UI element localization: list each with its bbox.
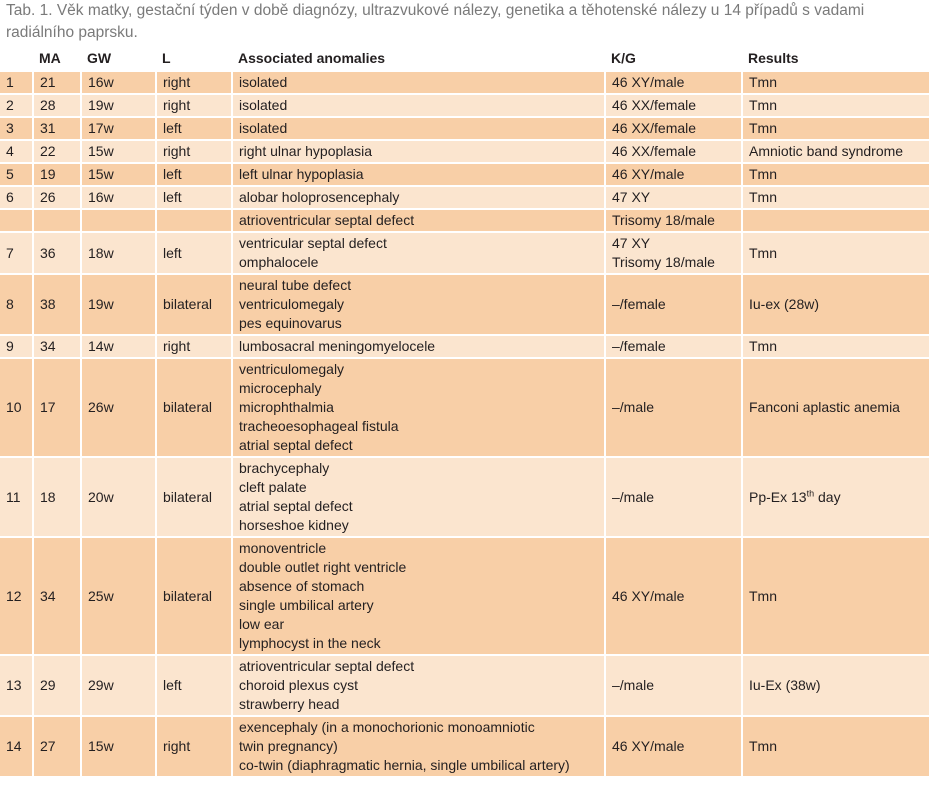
cell-ma: 26 (33, 186, 81, 209)
cell-ma: 18 (33, 457, 81, 537)
cell-case-number: 4 (0, 140, 33, 163)
cell-results-text: Tmn (749, 97, 777, 113)
cell-case-number (0, 209, 33, 232)
cell-results (742, 655, 929, 716)
cell-ma: 22 (33, 140, 81, 163)
cell-associated-anomalies-line: co-twin (diaphragmatic hernia, single umbilical artery) (239, 757, 570, 773)
cell-associated-anomalies-line: right ulnar hypoplasia (239, 143, 373, 159)
table-row (0, 335, 929, 358)
header-row (0, 46, 929, 71)
cell-results-text: Tmn (749, 587, 777, 604)
cell-associated-anomalies-line: left ulnar hypoplasia (239, 166, 364, 182)
cell-associated-anomalies-line: lumbosacral meningomyelocele (239, 338, 436, 354)
cell-associated-anomalies-line: isolated (239, 120, 288, 136)
cell-kg (605, 335, 742, 358)
cell-associated-anomalies (232, 163, 605, 186)
header-ma: MA (33, 46, 81, 71)
cell-gw: 19w (81, 94, 156, 117)
cell-kg (605, 457, 742, 537)
cell-associated-anomalies-line: isolated (239, 97, 288, 113)
header-l: L (156, 46, 232, 71)
cell-associated-anomalies (232, 358, 605, 457)
cell-kg-line: 46 XX/female (612, 120, 697, 136)
table-row (0, 71, 929, 94)
cell-associated-anomalies-line: isolated (239, 74, 288, 90)
cell-results-text: Iu-Ex (38w) (749, 677, 821, 693)
cell-results-superscript: th (806, 487, 815, 498)
table-body (0, 71, 929, 776)
cell-results (742, 94, 929, 117)
cell-associated-anomalies-line: brachycephaly (239, 460, 330, 476)
cell-ma: 28 (33, 94, 81, 117)
table-row (0, 232, 929, 274)
cell-associated-anomalies-line: microphthalmia (239, 399, 334, 415)
cell-associated-anomalies-line: ventricular septal defect (239, 235, 387, 251)
table-row (0, 117, 929, 140)
cell-kg (605, 537, 742, 655)
cell-gw: 15w (81, 163, 156, 186)
cell-l: bilateral (156, 274, 232, 335)
header-gw: GW (81, 46, 156, 71)
cell-kg (605, 209, 742, 232)
cell-results (742, 274, 929, 335)
cell-case-number: 11 (0, 457, 33, 537)
cell-results (742, 232, 929, 274)
cell-associated-anomalies-line: tracheoesophageal fistula (239, 418, 399, 434)
cell-kg (605, 94, 742, 117)
table-row (0, 358, 929, 457)
cell-ma: 21 (33, 71, 81, 94)
cell-associated-anomalies (232, 655, 605, 716)
cell-kg-line: 46 XX/female (612, 143, 697, 159)
cell-ma: 19 (33, 163, 81, 186)
cell-ma: 29 (33, 655, 81, 716)
header-associated-anomalies: Associated anomalies (232, 46, 605, 71)
table-row (0, 537, 929, 655)
cell-case-number: 12 (0, 537, 33, 655)
header-results: Results (742, 46, 929, 71)
cell-kg (605, 232, 742, 274)
cell-associated-anomalies-line: twin pregnancy) (239, 738, 338, 754)
cell-kg-line: 47 XY (612, 235, 651, 251)
cell-l: left (156, 186, 232, 209)
cell-kg-line: –/female (612, 296, 666, 312)
table-row (0, 274, 929, 335)
cell-associated-anomalies-line: ventriculomegaly (239, 296, 345, 312)
cell-associated-anomalies (232, 335, 605, 358)
cell-results-text: Tmn (749, 166, 777, 182)
cell-l: right (156, 71, 232, 94)
cell-case-number: 3 (0, 117, 33, 140)
cell-gw: 18w (81, 232, 156, 274)
cell-kg (605, 163, 742, 186)
cell-kg (605, 186, 742, 209)
cell-kg-line: –/male (612, 399, 655, 415)
cell-associated-anomalies-line: horseshoe kidney (239, 517, 349, 533)
cell-l: bilateral (156, 457, 232, 537)
table-row (0, 457, 929, 537)
cell-gw: 16w (81, 71, 156, 94)
table-caption: Tab. 1. Věk matky, gestační týden v době diagnózy, ultrazvukové nálezy, genetika a těhotenské nálezy u 14 případů s vadami radiálního paprsku. (6, 2, 865, 41)
cell-case-number: 5 (0, 163, 33, 186)
cell-case-number: 13 (0, 655, 33, 716)
cell-case-number: 2 (0, 94, 33, 117)
table-row (0, 140, 929, 163)
cell-results-tail: day (814, 488, 841, 505)
cell-associated-anomalies-line: monoventricle (239, 540, 327, 556)
cell-results (742, 140, 929, 163)
cell-kg (605, 117, 742, 140)
cell-kg-line: 46 XY/male (612, 74, 685, 90)
cell-kg-line: Trisomy 18/male (612, 212, 715, 228)
cell-results (742, 716, 929, 776)
cell-kg (605, 71, 742, 94)
cell-results-text: Iu-ex (28w) (749, 296, 820, 312)
cell-gw: 25w (81, 537, 156, 655)
cell-associated-anomalies-line: atrioventricular septal defect (239, 212, 415, 228)
cell-associated-anomalies-line: lymphocyst in the neck (239, 635, 381, 651)
cell-gw: 19w (81, 274, 156, 335)
cell-l: bilateral (156, 537, 232, 655)
cell-results-text: Tmn (749, 74, 777, 90)
cell-results (742, 335, 929, 358)
cell-kg-line: 46 XX/female (612, 97, 697, 113)
cell-associated-anomalies-line: low ear (239, 616, 285, 632)
cell-gw: 17w (81, 117, 156, 140)
cell-gw: 15w (81, 716, 156, 776)
cell-associated-anomalies-line: absence of stomach (239, 578, 365, 594)
cell-results-text: Tmn (749, 189, 777, 205)
cell-l: left (156, 163, 232, 186)
cell-ma: 17 (33, 358, 81, 457)
cell-associated-anomalies-line: double outlet right ventricle (239, 559, 407, 575)
cell-associated-anomalies-line: atrial septal defect (239, 437, 353, 453)
cell-results (742, 209, 929, 232)
cell-associated-anomalies (232, 186, 605, 209)
cell-l: right (156, 140, 232, 163)
cell-associated-anomalies (232, 71, 605, 94)
table-row (0, 163, 929, 186)
cell-associated-anomalies (232, 209, 605, 232)
cell-results-text: Pp-Ex 13 (749, 488, 807, 505)
cell-kg (605, 716, 742, 776)
table-row (0, 186, 929, 209)
cell-associated-anomalies-line: choroid plexus cyst (239, 677, 359, 693)
cell-kg-line: 46 XY/male (612, 587, 685, 604)
cell-ma: 34 (33, 335, 81, 358)
cell-ma: 36 (33, 232, 81, 274)
cell-case-number: 1 (0, 71, 33, 94)
cell-results (742, 186, 929, 209)
cell-case-number: 9 (0, 335, 33, 358)
cell-results-text: Tmn (749, 338, 777, 354)
cell-results-text: Tmn (749, 120, 777, 136)
cell-associated-anomalies-line: microcephaly (239, 380, 322, 396)
header-case-number (0, 46, 33, 71)
cell-l: left (156, 655, 232, 716)
cell-kg-line: 46 XY/male (612, 166, 685, 182)
table-row (0, 209, 929, 232)
table-row (0, 94, 929, 117)
cell-associated-anomalies-line: neural tube defect (239, 277, 352, 293)
cell-ma: 38 (33, 274, 81, 335)
table-row (0, 655, 929, 716)
cell-gw: 20w (81, 457, 156, 537)
cell-case-number: 14 (0, 716, 33, 776)
cell-associated-anomalies-line: atrial septal defect (239, 498, 353, 514)
cell-associated-anomalies (232, 94, 605, 117)
results-table (0, 46, 929, 776)
cell-associated-anomalies-line: omphalocele (239, 254, 319, 270)
cell-gw: 26w (81, 358, 156, 457)
cell-case-number: 8 (0, 274, 33, 335)
cell-associated-anomalies-line: alobar holoprosencephaly (239, 189, 400, 205)
cell-results-text: Fanconi aplastic anemia (749, 399, 900, 415)
cell-kg (605, 358, 742, 457)
cell-kg-line: –/male (612, 488, 655, 505)
cell-kg-line: Trisomy 18/male (612, 254, 715, 270)
cell-l: right (156, 716, 232, 776)
cell-kg-line: –/female (612, 338, 666, 354)
cell-l (156, 209, 232, 232)
cell-l: bilateral (156, 358, 232, 457)
cell-ma (33, 209, 81, 232)
cell-l: left (156, 117, 232, 140)
cell-kg (605, 140, 742, 163)
cell-results-text: Amniotic band syndrome (749, 143, 904, 159)
cell-case-number: 10 (0, 358, 33, 457)
cell-l: right (156, 335, 232, 358)
cell-gw: 29w (81, 655, 156, 716)
cell-results-text: Tmn (749, 244, 777, 261)
cell-associated-anomalies-line: ventriculomegaly (239, 361, 345, 377)
cell-associated-anomalies-line: strawberry head (239, 696, 340, 712)
cell-associated-anomalies (232, 232, 605, 274)
cell-results (742, 163, 929, 186)
cell-case-number: 7 (0, 232, 33, 274)
cell-kg (605, 655, 742, 716)
cell-gw (81, 209, 156, 232)
cell-kg-line: –/male (612, 677, 655, 693)
cell-associated-anomalies (232, 117, 605, 140)
cell-associated-anomalies (232, 140, 605, 163)
cell-associated-anomalies (232, 716, 605, 776)
cell-gw: 16w (81, 186, 156, 209)
cell-associated-anomalies (232, 457, 605, 537)
cell-results (742, 537, 929, 655)
cell-ma: 27 (33, 716, 81, 776)
cell-gw: 14w (81, 335, 156, 358)
cell-case-number: 6 (0, 186, 33, 209)
cell-results-text: Tmn (749, 738, 777, 754)
cell-l: left (156, 232, 232, 274)
cell-ma: 34 (33, 537, 81, 655)
cell-ma: 31 (33, 117, 81, 140)
cell-associated-anomalies-line: single umbilical artery (239, 597, 374, 613)
cell-kg (605, 274, 742, 335)
cell-associated-anomalies-line: atrioventricular septal defect (239, 658, 415, 674)
cell-results (742, 71, 929, 94)
table-row (0, 716, 929, 776)
cell-associated-anomalies-line: pes equinovarus (239, 315, 342, 331)
cell-associated-anomalies-line: cleft palate (239, 479, 307, 495)
header-kg: K/G (605, 46, 742, 71)
cell-results (742, 358, 929, 457)
cell-kg-line: 47 XY (612, 189, 651, 205)
cell-results (742, 117, 929, 140)
cell-associated-anomalies (232, 274, 605, 335)
cell-associated-anomalies-line: exencephaly (in a monochorionic monoamniotic (239, 719, 535, 735)
cell-results (742, 457, 929, 537)
cell-associated-anomalies (232, 537, 605, 655)
cell-gw: 15w (81, 140, 156, 163)
cell-l: right (156, 94, 232, 117)
cell-kg-line: 46 XY/male (612, 738, 685, 754)
